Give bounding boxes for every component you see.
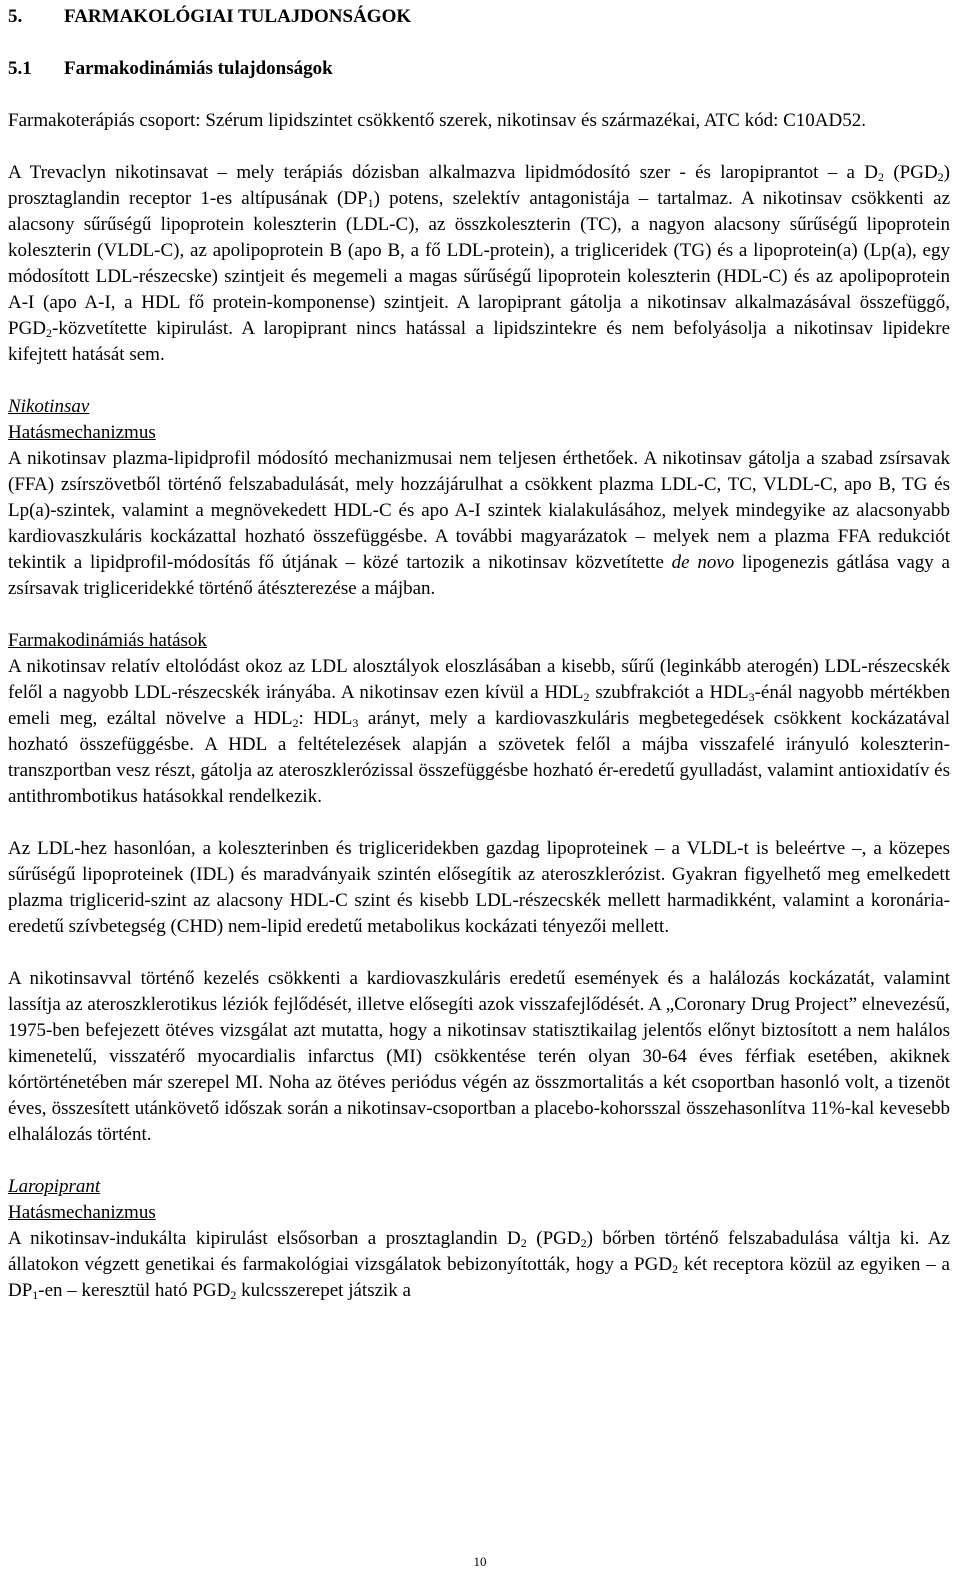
laropiprant-title: Laropiprant bbox=[8, 1176, 101, 1197]
section-title: FARMAKOLÓGIAI TULAJDONSÁGOK bbox=[64, 6, 412, 27]
pharmacodynamic-paragraph: A nikotinsav relatív eltolódást okoz az LDL alosztályok eloszlásában a kisebb, sűrű (leginkább aterogén) LDL-részecskék felől a nagyobb LDL-részecskék irányába. A nikotinsav ezen kívül a $HDL_2$ szubfrakciót a $HDL_3$-énál nagyobb mértékben emeli meg, ezáltal növelve a $HDL_2$: $HDL_3$ arányt, mely a kardiovaszkuláris megbetegedések csökkent kockázatával hozható összefüggésbe. A HDL a feltételezések alapján a szövetek felől a májba visszafelé irányuló koleszterin-transzportban vesz részt, gátolja az ateroszklerózissal összefüggésbe hozható ér-eredetű gyulladást, valamint antioxidatív és antithrombotikus hatásokkal rendelkezik. bbox=[8, 656, 950, 807]
nikotinsav-title: Nikotinsav bbox=[8, 396, 90, 417]
pharmacotherapeutic-group: Farmakoterápiás csoport: Szérum lipidszintet csökkentő szerek, nikotinsav és származékai, ATC kód: C10AD52. bbox=[8, 110, 866, 131]
mechanism-paragraph: A nikotinsav plazma-lipidprofil módosító mechanizmusai nem teljesen érthetőek. A nikotinsav gátolja a szabad zsírsavak (FFA) zsírszövetből történő felszabadulását, mely hozzájárulhat a csökkent plazma LDL-C, TC, VLDL-C, apo B, TG és Lp(a)-szintek, valamint a megnövekedett HDL-C és apo A-I szintek kialakulásához, melyek mindegyike az alacsonyabb kardiovaszkuláris kockázattal hozható összefüggésbe. A további magyarázatok – melyek nem a plazma FFA redukciót tekintik a lipidprofil-módosítás fő útjának – közé tartozik a nikotinsav közvetítette de novo lipogenezis gátlása vagy a zsírsavak trigliceridekké történő átészterezése a májban. bbox=[8, 448, 950, 599]
mechanism-title: Hatásmechanizmus bbox=[8, 422, 156, 443]
outcome-paragraph: A nikotinsavval történő kezelés csökkenti a kardiovaszkuláris eredetű események és a halálozás kockázatát, valamint lassítja az ateroszklerotikus léziók fejlődését, illetve elősegíti azok visszafejlődését. A „Coronary Drug Project” elnevezésű, 1975-ben befejezett ötéves vizsgálat azt mutatta, hogy a nikotinsav statisztikailag jelentős előnyt biztosított a nem halálos kimenetelű, visszatérő myocardialis infarctus (MI) csökkentése terén olyan 30-64 éves férfiak esetében, akiknek kórtörténetében már szerepel MI. Noha az ötéves periódus végén az összmortalitás a két csoportban hasonló volt, a tizenöt éves, összesített utánkövető időszak során a nikotinsav-csoportban a placebo-kohorsszal összehasonlítva 11%-kal kevesebb elhalálozás történt. bbox=[8, 968, 950, 1145]
laropiprant-mechanism-title: Hatásmechanizmus bbox=[8, 1202, 156, 1223]
subsection-title: Farmakodinámiás tulajdonságok bbox=[64, 58, 333, 79]
pharmacodynamic-title: Farmakodinámiás hatások bbox=[8, 630, 207, 651]
nikotinsav-section bbox=[8, 394, 950, 1148]
section-number: 5. bbox=[8, 6, 23, 27]
intro-paragraph: A Trevaclyn nikotinsavat – mely terápiás dózisban alkalmazva lipidmódosító szer - és laropiprantot – a $D_2$ $(PGD_2)$ prosztaglandin receptor 1-es altípusának $(DP_1)$ potens, szelektív antagonistája – tartalmaz. A nikotinsav csökkenti az alacsony sűrűségű lipoprotein koleszterin (LDL-C), az összkoleszterin (TC), a nagyon alacsony sűrűségű lipoprotein koleszterin (VLDL-C), az apolipoprotein B (apo B, a fő LDL-protein), a trigliceridek (TG) és a lipoprotein(a) (Lp(a), egy módosított LDL-részecske) szintjeit és megemeli a magas sűrűségű lipoprotein koleszterin (HDL-C) és az apolipoprotein A-I (apo A-I, a HDL fő protein-komponense) szintjeit. A laropiprant gátolja a nikotinsav alkalmazásával összefüggő, $PGD_2$-közvetítette kipirulást. A laropiprant nincs hatással a lipidszintekre és nem befolyásolja a nikotinsav lipidekre kifejtett hatását sem. bbox=[8, 162, 951, 365]
section-heading bbox=[8, 4, 950, 30]
subsection-number: 5.1 bbox=[8, 58, 32, 79]
subsection-heading bbox=[8, 56, 950, 82]
document-page bbox=[8, 4, 950, 1304]
laropiprant-paragraph: A nikotinsav-indukálta kipirulást elsősorban a prosztaglandin $D_2$ $(PGD_2)$ bőrben történő felszabadulása váltja ki. Az állatokon végzett genetikai és farmakológiai vizsgálatok bebizonyították, hogy a $PGD_2$ két receptora közül az egyiken – a $DP_1-en$ – keresztül ható $PGD_2$ kulcsszerepet játszik a bbox=[8, 1228, 950, 1302]
laropiprant-section bbox=[8, 1174, 950, 1304]
page-number: 10 bbox=[473, 1554, 487, 1569]
ldl-paragraph: Az LDL-hez hasonlóan, a koleszterinben és trigliceridekben gazdag lipoproteinek – a VLDL-t is beleértve –, a közepes sűrűségű lipoproteinek (IDL) és maradványaik szintén elősegítik az ateroszklerózist. Gyakran figyelhető meg emelkedett plazma triglicerid-szint az alacsony HDL-C szint és kisebb LDL-részecskék mellett harmadikként, valamint a koronária-eredetű szívbetegség (CHD) nem-lipid eredetű metabolikus kockázati tényezői mellett. bbox=[8, 838, 950, 937]
